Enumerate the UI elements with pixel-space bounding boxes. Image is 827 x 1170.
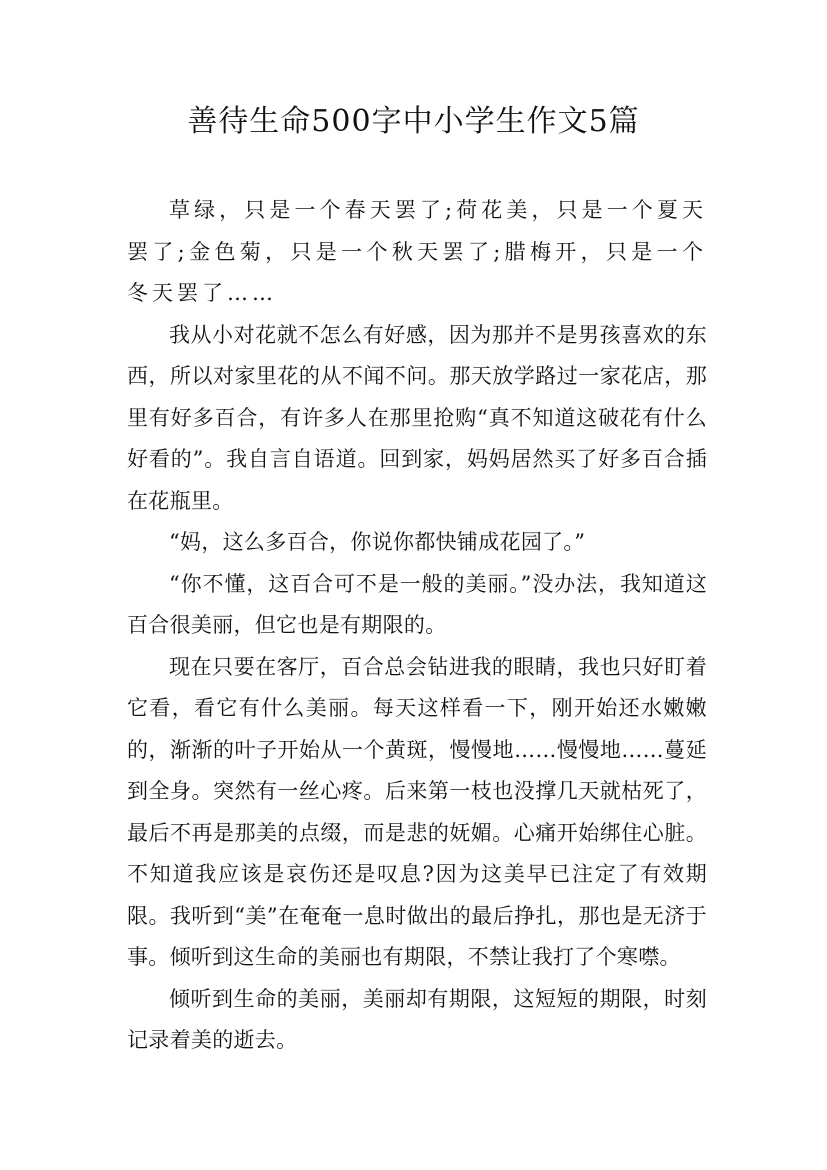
- document-title: 善待生命500字中小学生作文5篇: [187, 104, 640, 139]
- paragraph-6: 倾听到生命的美丽，美丽却有期限，这短短的期限，时刻记录着美的逝去。: [127, 986, 707, 1052]
- paragraph-2: 我从小对花就不怎么有好感，因为那并不是男孩喜欢的东西，所以对家里花的从不闻不问。那天放学路过一家花店，那里有好多百合，有许多人在那里抢购“真不知道这破花有什么好看的”。我自言自语道。回到家，妈妈居然买了好多百合插在花瓶里。: [127, 322, 707, 513]
- paragraph-5: 现在只要在客厅，百合总会钻进我的眼睛，我也只好盯着它看，看它有什么美丽。每天这样看一下，刚开始还水嫩嫩的，渐渐的叶子开始从一个黄斑，慢慢地……慢慢地……蔓延到全身。突然有一丝心疼。后来第一枝也没撑几天就枯死了，最后不再是那美的点缀，而是悲的妩媚。心痛开始绑住心脏。不知道我应该是哀伤还是叹息?因为这美早已注定了有效期限。我听到“美”在奄奄一息时做出的最后挣扎，那也是无济于事。倾听到这生命的美丽也有期限，不禁让我打了个寒噤。: [127, 654, 707, 969]
- document-body: [127, 190, 707, 1062]
- paragraph-3: “妈，这么多百合，你说你都快铺成花园了。”: [169, 530, 586, 554]
- paragraph-1: 草绿，只是一个春天罢了;荷花美，只是一个夏天罢了;金色菊，只是一个秋天罢了;腊梅开，只是一个冬天罢了……: [127, 198, 707, 305]
- paragraph-4: “你不懂，这百合可不是一般的美丽。”没办法，我知道这百合很美丽，但它也是有期限的。: [127, 571, 707, 637]
